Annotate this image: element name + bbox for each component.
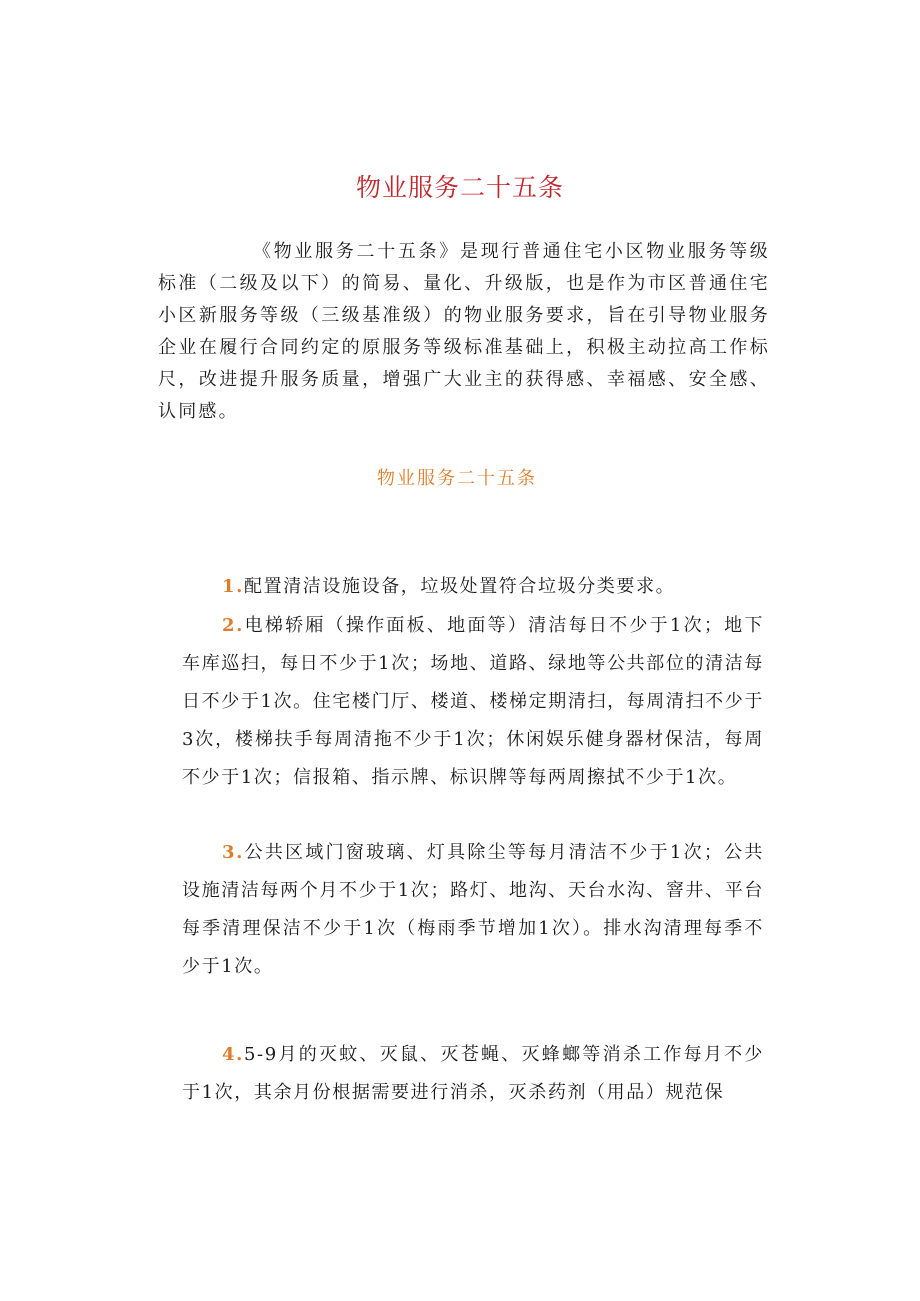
list-item bbox=[182, 607, 764, 797]
item-number: 2. bbox=[222, 615, 244, 636]
list-item bbox=[182, 834, 764, 986]
item-number: 1. bbox=[222, 576, 244, 597]
item-text: 5-9月的灭蚊、灭鼠、灭苍蝇、灭蜂螂等消杀工作每月不少于1次，其余月份根据需要进行消杀，灭杀药剂（用品）规范保 bbox=[182, 1044, 764, 1103]
item-text: 公共区域门窗玻璃、灯具除尘等每月清洁不少于1次；公共设施清洁每两个月不少于1次；路灯、地沟、天台水沟、窨井、平台每季清理保洁不少于1次（梅雨季节增加1次）。排水沟清理每季不少于1次。 bbox=[182, 842, 764, 977]
item-number: 3. bbox=[222, 842, 244, 863]
document-title: 物业服务二十五条 bbox=[355, 173, 564, 202]
intro-paragraph: 《物业服务二十五条》是现行普通住宅小区物业服务等级标准（二级及以下）的简易、量化、升级版，也是作为市区普通住宅小区新服务等级（三级基准级）的物业服务要求，旨在引导物业服务企业在履行合同约定的原服务等级标准基础上，积极主动拉高工作标尺，改进提升服务质量，增强广大业主的获得感、幸福感、安全感、认同感。 bbox=[158, 241, 770, 422]
item-text: 配置清洁设施设备，垃圾处置符合垃圾分类要求。 bbox=[244, 576, 676, 597]
list-item bbox=[182, 1036, 764, 1112]
item-text: 电梯轿厢（操作面板、地面等）清洁每日不少于1次；地下车库巡扫，每日不少于1次；场地、道路、绿地等公共部位的清洁每日不少于1次。住宅楼门厅、楼道、楼梯定期清扫，每周清扫不少于3次，楼梯扶手每周清拖不少于1次；休闲娱乐健身器材保洁，每周不少于1次；信报箱、指示牌、标识牌等每两周擦拭不少于1次。 bbox=[182, 615, 764, 788]
item-number: 4. bbox=[222, 1044, 244, 1065]
list-item bbox=[182, 568, 764, 606]
section-subtitle: 物业服务二十五条 bbox=[377, 468, 537, 489]
